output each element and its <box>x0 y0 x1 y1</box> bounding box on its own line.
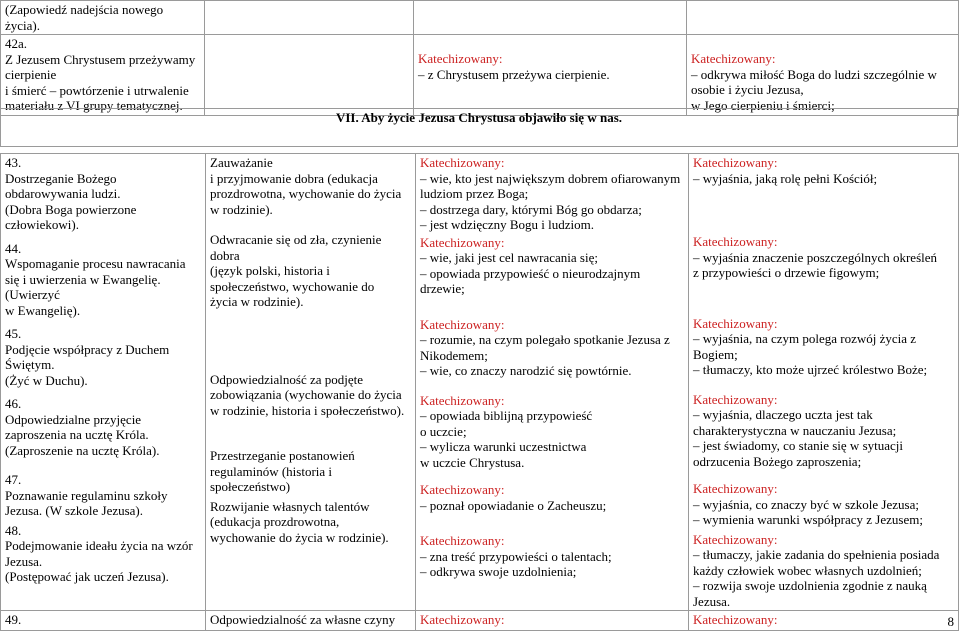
education-line: Rozwijanie własnych talentów <box>210 498 370 514</box>
skills-line: – wyjaśnia znaczenie poszczególnych określeń <box>693 249 938 265</box>
table-row <box>1 154 959 611</box>
skills-line: odrzucenia Bożego zaproszenia; <box>693 453 862 469</box>
katechizowany-label: Katechizowany: <box>418 51 503 66</box>
topic-line: człowiekowi). <box>5 217 80 232</box>
education-block <box>210 155 411 217</box>
knowledge-line: w uczcie Chrystusa. <box>420 454 525 470</box>
katechizowany-label: Katechizowany: <box>693 481 778 496</box>
knowledge-block <box>420 393 684 471</box>
knowledge-line: o uczcie; <box>420 423 467 439</box>
topic-line: (Dobra Boga powierzone <box>5 201 137 217</box>
empty-cell <box>205 35 414 116</box>
knowledge-line: – dostrzega dary, którymi Bóg go obdarza; <box>420 201 642 217</box>
knowledge-line: – poznał opowiadanie o Zacheuszu; <box>420 497 607 513</box>
knowledge-cell <box>416 154 689 611</box>
topic-line: Odpowiedzialne przyjęcie <box>5 411 142 427</box>
skills-block <box>693 234 954 281</box>
education-line: w rodzinie, historia i społeczeństwo). <box>210 402 405 418</box>
skills-line: – wymienia warunki współpracy z Jezusem; <box>693 512 923 527</box>
topic-prefix-text: (Zapowiedź nadejścia nowego życia). <box>5 2 164 33</box>
education-line: i przyjmowanie dobra (edukacja <box>210 170 378 186</box>
topic-line: 44. <box>5 240 22 256</box>
topic-number: 49. <box>5 612 22 627</box>
empty-cell <box>414 1 687 35</box>
education-line: regulaminów (historia i <box>210 463 333 479</box>
education-line: prozdrowotna, wychowanie do życia <box>210 186 402 201</box>
katechizowany-label: Katechizowany: <box>693 391 778 407</box>
topic-line: cierpienie <box>5 67 57 82</box>
skills-block <box>693 481 954 528</box>
knowledge-block <box>420 235 684 297</box>
topics-cell <box>1 154 206 611</box>
topic-prefix-cell <box>1 1 205 35</box>
skills-line: – tłumaczy, jakie zadania do spełnienia posiada <box>693 547 940 562</box>
topic-line: Jezusa. <box>5 553 43 569</box>
education-line: wychowanie do życia w rodzinie). <box>210 529 389 545</box>
topic-line: Podjęcie współpracy z Duchem <box>5 341 170 357</box>
skills-line: – tłumaczy, kto może ujrzeć królestwo Boże; <box>693 362 928 377</box>
katechizowany-label: Katechizowany: <box>693 612 778 627</box>
knowledge-line: ludziom przez Boga; <box>420 186 529 201</box>
knowledge-block <box>420 155 684 233</box>
knowledge-block <box>420 482 684 513</box>
skills-block <box>693 316 954 378</box>
skills-cell <box>687 35 959 116</box>
knowledge-line: – jest wdzięczny Bogu i ludziom. <box>420 217 595 232</box>
topic-line: 43. <box>5 155 22 170</box>
topic-line: materiału z VI grupy tematycznej. <box>5 98 183 113</box>
topic-block <box>5 396 201 458</box>
skills-block <box>693 155 954 186</box>
topic-line: (Zaproszenie na ucztę Króla). <box>5 442 160 458</box>
section-table <box>0 108 958 147</box>
skills-block <box>693 392 954 470</box>
skills-line: Bogiem; <box>693 346 738 362</box>
skills-cell <box>689 154 959 611</box>
education-line: zobowiązania (wychowanie do życia <box>210 387 402 402</box>
topic-line: Z Jezusem Chrystusem przeżywamy <box>5 51 196 67</box>
topic-line: (Postępować jak uczeń Jezusa). <box>5 569 169 584</box>
topic-block <box>5 155 201 233</box>
skills-line: – odkrywa miłość Boga do ludzi szczególnie w <box>691 66 937 82</box>
education-block <box>210 372 411 419</box>
empty-cell <box>687 1 959 35</box>
education-line: w rodzinie). <box>210 201 273 217</box>
katechizowany-label: Katechizowany: <box>693 531 778 547</box>
knowledge-cell <box>414 35 687 116</box>
topic-line: Świętym. <box>5 357 55 372</box>
skills-line: – wyjaśnia, na czym polega rozwój życia z <box>693 331 917 346</box>
topic-number: 42a. <box>5 36 28 51</box>
curriculum-table-top <box>0 0 959 116</box>
katechizowany-label: Katechizowany: <box>420 234 505 250</box>
topic-line: obdarowywania ludzi. <box>5 186 121 201</box>
education-line: Zauważanie <box>210 155 273 170</box>
topic-line: i śmierć – powtórzenie i utrwalenie <box>5 82 189 98</box>
table-row <box>1 611 959 631</box>
topic-line: 46. <box>5 396 22 411</box>
knowledge-cell <box>416 611 689 631</box>
knowledge-line: – z Chrystusem przeżywa cierpienie. <box>418 66 610 82</box>
topic-line: 45. <box>5 326 22 341</box>
katechizowany-label: Katechizowany: <box>420 612 505 627</box>
topic-block <box>5 472 201 519</box>
section-row <box>1 109 958 147</box>
knowledge-line: – rozumie, na czym polegało spotkanie Jezusa z <box>420 332 670 347</box>
knowledge-line: – zna treść przypowieści o talentach; <box>420 548 612 564</box>
knowledge-line: – opowiada przypowieść o nieurodzajnym <box>420 265 641 281</box>
knowledge-line: – odkrywa swoje uzdolnienia; <box>420 564 577 579</box>
page-number: 8 <box>947 614 954 629</box>
curriculum-table-main <box>0 153 959 631</box>
knowledge-line: – wie, co znaczy narodzić się powtórnie. <box>420 363 632 378</box>
topic-line: 48. <box>5 522 22 538</box>
education-line: społeczeństwo, wychowanie do <box>210 278 375 294</box>
knowledge-line: – wie, jaki jest cel nawracania się; <box>420 250 598 265</box>
skills-line: każdy człowiek wobec własnych uzdolnień; <box>693 562 922 578</box>
section-title: VII. Aby życie Jezusa Chrystusa objawiło się w nas. <box>1 109 958 147</box>
knowledge-block <box>420 317 684 379</box>
table-row <box>1 1 959 35</box>
katechizowany-label: Katechizowany: <box>693 234 778 249</box>
knowledge-line: drzewie; <box>420 281 465 296</box>
katechizowany-label: Katechizowany: <box>420 316 505 332</box>
education-line: społeczeństwo) <box>210 479 291 494</box>
topic-line: Jezusa. (W szkole Jezusa). <box>5 503 144 518</box>
skills-cell <box>689 611 959 631</box>
topic-cell <box>1 611 206 631</box>
topic-line: Podejmowanie ideału życia na wzór <box>5 538 193 553</box>
skills-line: – jest świadomy, co stanie się w sytuacji <box>693 438 904 453</box>
skills-line: – wyjaśnia, dlaczego uczta jest tak <box>693 407 873 422</box>
skills-line: osobie i życiu Jezusa, <box>691 82 804 97</box>
topic-line: zaproszenia na ucztę Króla. <box>5 427 149 442</box>
education-cell <box>206 154 416 611</box>
knowledge-line: – wylicza warunki uczestnictwa <box>420 439 587 454</box>
katechizowany-label: Katechizowany: <box>420 482 505 497</box>
topic-block <box>5 241 201 319</box>
education-line: (edukacja prozdrowotna, <box>210 514 340 529</box>
knowledge-line: Nikodemem; <box>420 347 488 363</box>
topic-line: w Ewangelię). <box>5 302 81 318</box>
katechizowany-label: Katechizowany: <box>693 155 778 170</box>
topic-line: Wspomaganie procesu nawracania <box>5 256 186 271</box>
topic-block <box>5 523 201 585</box>
empty-cell <box>205 1 414 35</box>
skills-line: Jezusa. <box>693 593 731 609</box>
knowledge-line: – wie, kto jest największym dobrem ofiarowanym <box>420 170 681 186</box>
education-line: Odpowiedzialność za własne czyny <box>210 612 396 627</box>
knowledge-block <box>420 533 684 580</box>
education-line: dobra <box>210 247 240 263</box>
katechizowany-label: Katechizowany: <box>420 392 505 408</box>
skills-line: w Jego cierpieniu i śmierci; <box>691 97 835 113</box>
education-line: Odwracanie się od zła, czynienie <box>210 232 382 247</box>
skills-line: – wyjaśnia, jaką rolę pełni Kościół; <box>693 170 878 186</box>
skills-line: z przypowieści o drzewie figowym; <box>693 265 880 280</box>
skills-line: – rozwija swoje uzdolnienia zgodnie z nauką <box>693 578 927 593</box>
topic-line: (Żyć w Duchu). <box>5 372 88 388</box>
skills-line: – wyjaśnia, co znaczy być w szkole Jezusa; <box>693 496 919 512</box>
skills-block <box>693 532 954 610</box>
topic-line: Dostrzeganie Bożego <box>5 170 117 186</box>
education-line: Przestrzeganie postanowień <box>210 448 355 463</box>
education-cell <box>206 611 416 631</box>
topic-line: się i uwierzenia w Ewangelię. <box>5 271 161 287</box>
katechizowany-label: Katechizowany: <box>420 155 505 170</box>
education-line: (język polski, historia i <box>210 263 330 278</box>
katechizowany-label: Katechizowany: <box>420 533 505 548</box>
topic-line: Poznawanie regulaminu szkoły <box>5 487 168 503</box>
education-block <box>210 499 411 546</box>
katechizowany-label: Katechizowany: <box>691 51 776 66</box>
education-block <box>210 448 411 495</box>
katechizowany-label: Katechizowany: <box>693 315 778 331</box>
skills-line: charakterystyczna w nauczaniu Jezusa; <box>693 422 897 438</box>
education-line: życia w rodzinie). <box>210 294 304 309</box>
education-line: Odpowiedzialność za podjęte <box>210 371 364 387</box>
education-block <box>210 232 411 310</box>
topic-line: 47. <box>5 472 22 487</box>
topic-line: (Uwierzyć <box>5 287 60 302</box>
topic-cell <box>1 35 205 116</box>
knowledge-line: – opowiada biblijną przypowieść <box>420 408 593 423</box>
topic-block <box>5 326 201 388</box>
table-row <box>1 35 959 116</box>
